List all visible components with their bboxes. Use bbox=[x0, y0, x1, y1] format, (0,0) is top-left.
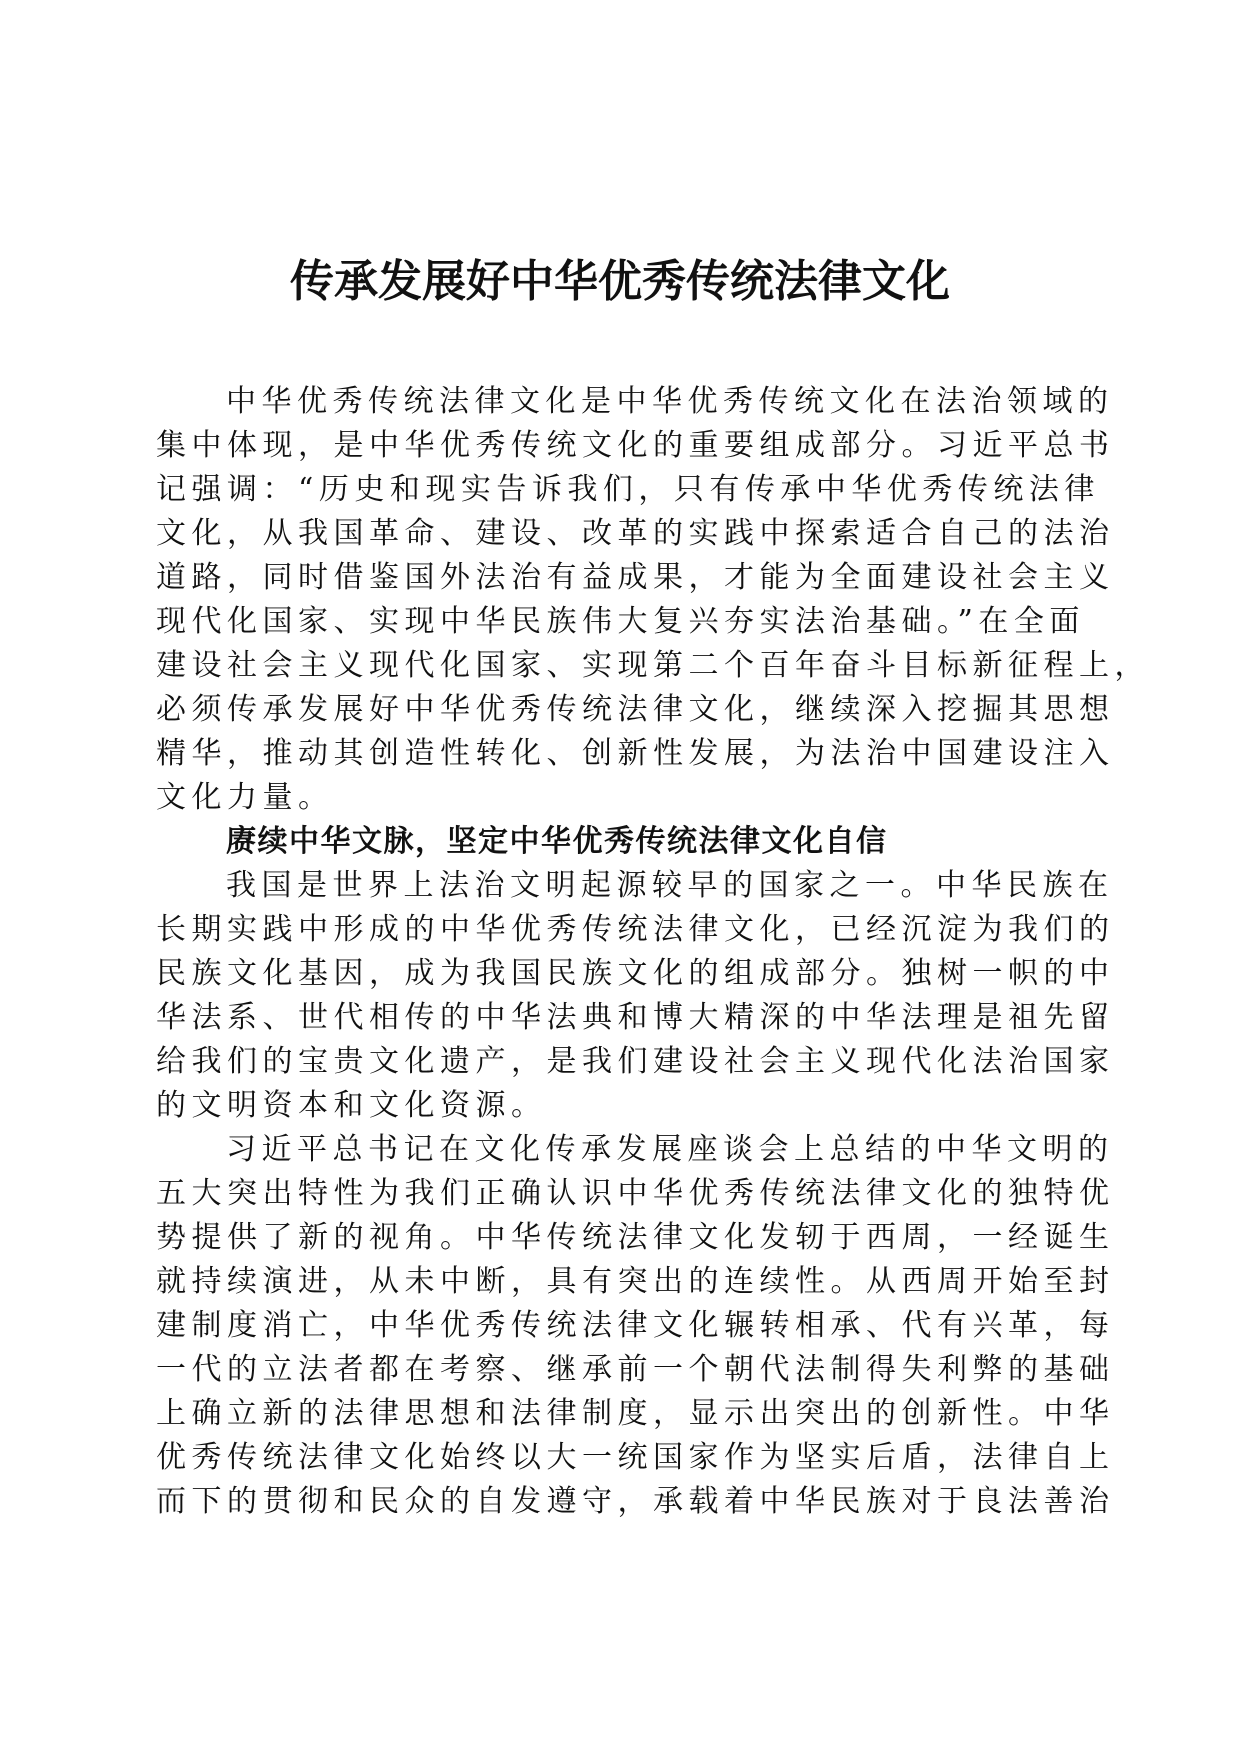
text-line: 给我们的宝贵文化遗产，是我们建设社会主义现代化法治国家 bbox=[156, 1044, 1115, 1079]
paragraph-intro bbox=[156, 380, 1150, 820]
text-line: 建设社会主义现代化国家、实现第二个百年奋斗目标新征程上， bbox=[156, 648, 1150, 683]
section-heading: 赓续中华文脉，坚定中华优秀传统法律文化自信 bbox=[226, 824, 888, 859]
text-line: 五大突出特性为我们正确认识中华优秀传统法律文化的独特优 bbox=[156, 1176, 1115, 1211]
paragraph-characteristics bbox=[156, 1128, 1115, 1524]
text-line: 势提供了新的视角。中华传统法律文化发轫于西周，一经诞生 bbox=[156, 1220, 1115, 1255]
text-line: 民族文化基因，成为我国民族文化的组成部分。独树一帜的中 bbox=[156, 956, 1115, 991]
text-line: 上确立新的法律思想和法律制度，显示出突出的创新性。中华 bbox=[156, 1396, 1115, 1431]
text-line: 一代的立法者都在考察、继承前一个朝代法制得失利弊的基础 bbox=[156, 1352, 1115, 1387]
text-line: 中华优秀传统法律文化是中华优秀传统文化在法治领域的 bbox=[226, 384, 1114, 419]
document-title: 传承发展好中华优秀传统法律文化 bbox=[290, 256, 950, 307]
text-line: 现代化国家、实现中华民族伟大复兴夯实法治基础。”在全面 bbox=[156, 604, 1085, 639]
text-line: 建制度消亡，中华优秀传统法律文化辗转相承、代有兴革，每 bbox=[156, 1308, 1115, 1343]
text-line: 我国是世界上法治文明起源较早的国家之一。中华民族在 bbox=[226, 868, 1114, 903]
text-line: 的文明资本和文化资源。 bbox=[156, 1088, 547, 1123]
document-body bbox=[156, 380, 1150, 1524]
text-line: 长期实践中形成的中华优秀传统法律文化，已经沉淀为我们的 bbox=[156, 912, 1115, 947]
text-line: 文化力量。 bbox=[156, 780, 334, 815]
text-line: 习近平总书记在文化传承发展座谈会上总结的中华文明的 bbox=[226, 1132, 1114, 1167]
text-line: 而下的贯彻和民众的自发遵守，承载着中华民族对于良法善治 bbox=[156, 1484, 1115, 1519]
text-line: 优秀传统法律文化始终以大一统国家作为坚实后盾，法律自上 bbox=[156, 1440, 1115, 1475]
text-line: 文化，从我国革命、建设、改革的实践中探索适合自己的法治 bbox=[156, 516, 1115, 551]
text-line: 就持续演进，从未中断，具有突出的连续性。从西周开始至封 bbox=[156, 1264, 1115, 1299]
text-line: 精华，推动其创造性转化、创新性发展，为法治中国建设注入 bbox=[156, 736, 1115, 771]
text-line: 华法系、世代相传的中华法典和博大精深的中华法理是祖先留 bbox=[156, 1000, 1115, 1035]
text-line: 必须传承发展好中华优秀传统法律文化，继续深入挖掘其思想 bbox=[156, 692, 1115, 727]
paragraph-origins bbox=[156, 864, 1115, 1128]
text-line: 道路，同时借鉴国外法治有益成果，才能为全面建设社会主义 bbox=[156, 560, 1115, 595]
text-line: 记强调：“历史和现实告诉我们，只有传承中华优秀传统法律 bbox=[156, 472, 1100, 507]
text-line: 集中体现，是中华优秀传统文化的重要组成部分。习近平总书 bbox=[156, 428, 1115, 463]
